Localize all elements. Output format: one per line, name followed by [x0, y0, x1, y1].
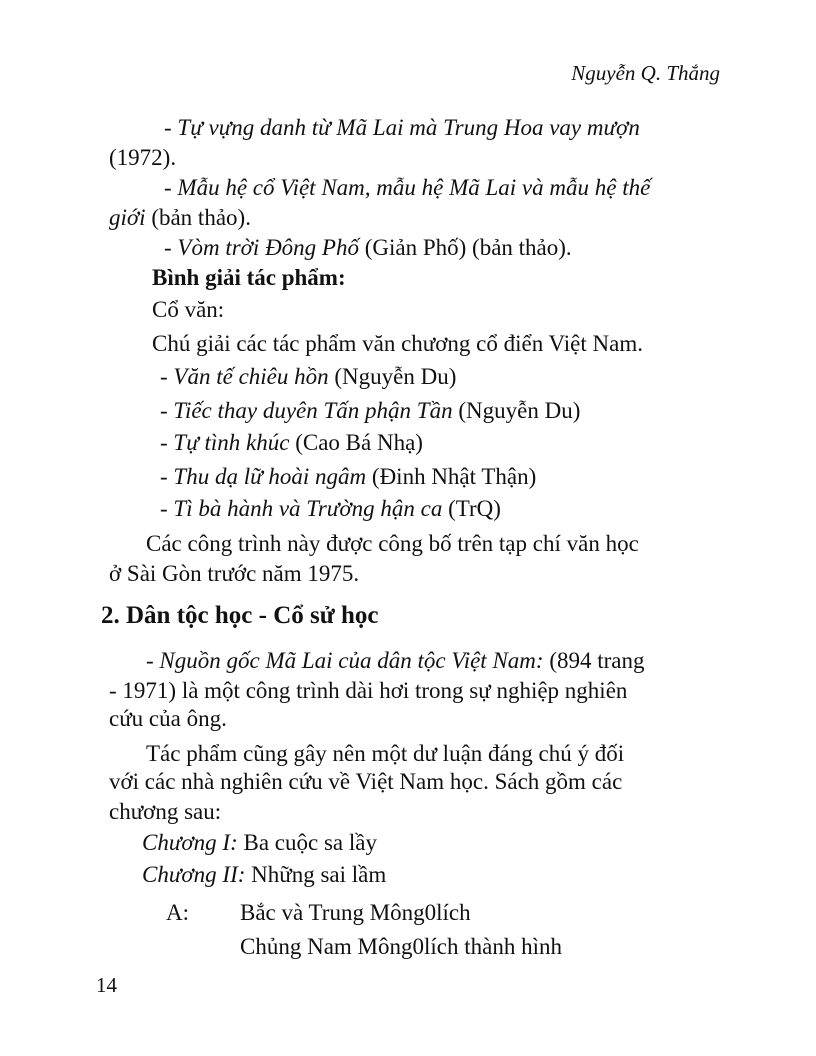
works-line-4 [109, 203, 251, 233]
work-author: (Cao Bá Nhạ) [289, 430, 423, 455]
work-title: - Tự vựng danh từ Mã Lai mà Trung Hoa vay mượn [164, 115, 640, 140]
list-item: - Thu dạ lữ hoài ngâm (Đinh Nhật Thận) [160, 464, 537, 489]
works-line-2: (1972). [109, 145, 177, 170]
sub-item-a-label: A: [166, 900, 189, 925]
works-line-5 [164, 233, 572, 263]
paragraph-2-line-1: Tác phẩm cũng gây nên một dư luận đáng chú ý đối [146, 741, 625, 766]
binh-giai-intro: Chú giải các tác phẩm văn chương cổ điển Việt Nam. [152, 331, 643, 356]
work-author: (Nguyễn Du) [452, 398, 581, 423]
paragraph-2-line-3: chương sau: [109, 799, 222, 824]
work-title: Tiếc thay duyên Tấn phận Tần [173, 398, 453, 423]
paragraph-1-line-3: cứu của ông. [109, 706, 227, 731]
works-line-3 [164, 173, 650, 203]
work-note: (bản thảo). [145, 205, 251, 230]
chapter-label: Chương II: [142, 862, 246, 887]
page-number: 14 [96, 973, 117, 997]
paragraph-2-line-2: với các nhà nghiên cứu về Việt Nam học. Sách gồm các [109, 769, 623, 794]
sub-item-a-line-2: Chủng Nam Mông0lích thành hình [240, 934, 562, 959]
work-author: (TrQ) [442, 496, 501, 521]
chapter-label: Chương I: [142, 830, 238, 855]
work-author: (Nguyễn Du) [328, 364, 457, 389]
sub-item-a-line-1: Bắc và Trung Mông0lích [240, 900, 471, 925]
work-title: - Vòm trời Đông Phố [164, 235, 359, 260]
work-title: Tự tình khúc [173, 430, 290, 455]
chapter-1 [142, 828, 377, 858]
work-note: (Giản Phố) (bản thảo). [358, 235, 572, 260]
publication-note-line-1: Các công trình này được công bố trên tạp chí văn học [146, 531, 639, 556]
binh-giai-heading: Bình giải tác phẩm: [152, 265, 346, 290]
work-title: Tì bà hành và Trường hận ca [173, 496, 443, 521]
chapter-title: Những sai lầm [245, 862, 387, 887]
list-item: - Tự tình khúc (Cao Bá Nhạ) [160, 430, 423, 455]
list-item: - Tiếc thay duyên Tấn phận Tần (Nguyễn Du) [160, 398, 581, 423]
co-van-label: Cổ văn: [152, 297, 225, 322]
work-title: Văn tế chiêu hồn [173, 364, 329, 389]
work-author: (Đinh Nhật Thận) [366, 464, 537, 489]
paragraph-1-line-2: - 1971) là một công trình dài hơi trong sự nghiệp nghiên [109, 678, 628, 703]
chapter-2 [142, 860, 386, 890]
publication-note-line-2: ở Sài Gòn trước năm 1975. [109, 561, 360, 586]
works-line-1 [164, 113, 640, 143]
work-title: - Nguồn gốc Mã Lai của dân tộc Việt Nam: [146, 648, 544, 673]
work-title: - Mẫu hệ cổ Việt Nam, mẫu hệ Mã Lai và mẫu hệ thế [164, 175, 651, 200]
work-title: Thu dạ lữ hoài ngâm [173, 464, 367, 489]
page-header-author: Nguyễn Q. Thắng [571, 61, 720, 85]
section-heading: 2. Dân tộc học - Cổ sử học [101, 602, 379, 629]
paragraph-1-line-1: - Nguồn gốc Mã Lai của dân tộc Việt Nam: (894 trang [146, 648, 645, 673]
list-item: - Tì bà hành và Trường hận ca (TrQ) [160, 496, 501, 521]
list-item: - Văn tế chiêu hồn (Nguyễn Du) [160, 364, 457, 389]
chapter-title: Ba cuộc sa lầy [237, 830, 377, 855]
work-title: giới [109, 205, 146, 230]
